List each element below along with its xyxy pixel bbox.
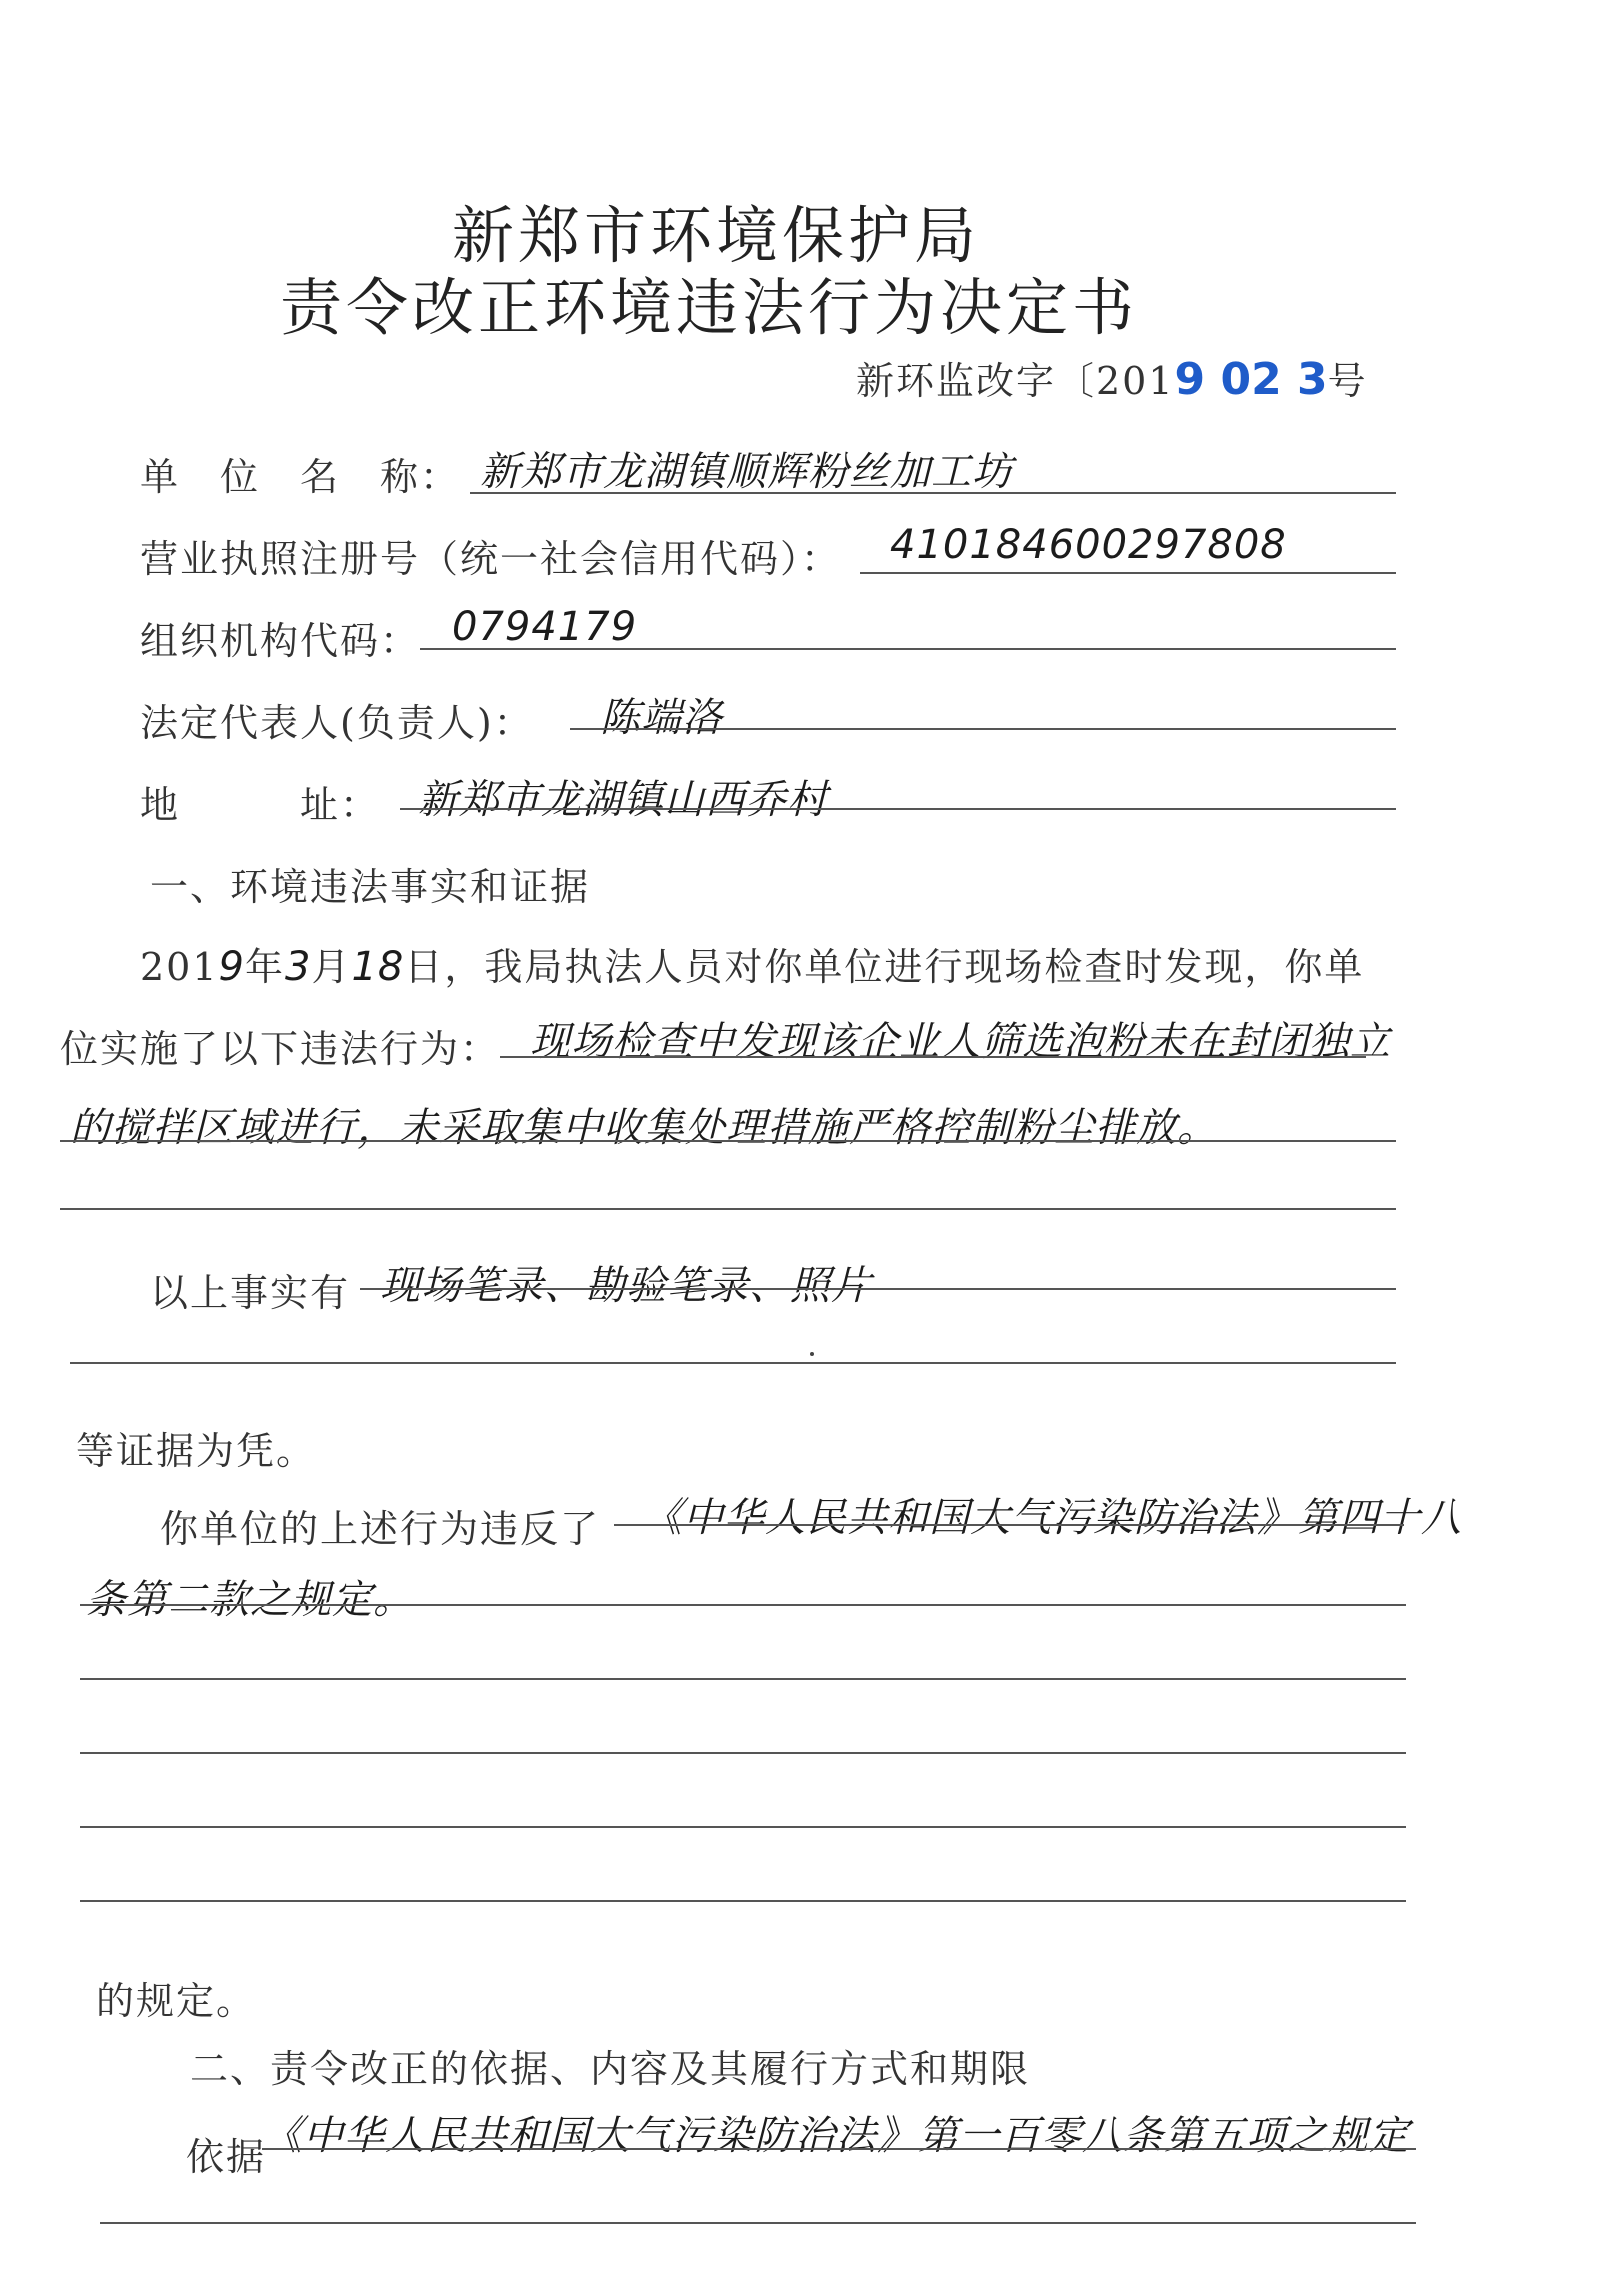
doc-number (856, 350, 1368, 405)
legal-rep-label: 法定代表人(负责人)： (140, 701, 534, 745)
law-line-1: 《中华人民共和国大气污染防治法》第四十八 (642, 1495, 1462, 1541)
inspection-date-line (140, 936, 1364, 991)
evidence-suffix: 等证据为凭。 (76, 1429, 317, 1473)
doc-number-stamp: 9 02 3 (1174, 354, 1328, 405)
law-line-2: 条第二款之规定。 (86, 1577, 414, 1623)
doc-number-prefix: 新环监改字〔201 (856, 359, 1175, 403)
unit-name-label: 单 位 名 称： (140, 455, 461, 499)
violation-underline-2 (60, 1140, 1396, 1142)
violation-line-2: 的搅拌区域进行，未采取集中收集处理措施严格控制粉尘排放。 (70, 1105, 1218, 1151)
section-1-heading: 一、环境违法事实和证据 (150, 865, 591, 909)
org-code-label: 组织机构代码： (140, 619, 421, 663)
law-suffix: 的规定。 (96, 1979, 257, 2023)
date-prefix: 201 (140, 945, 219, 989)
address-label: 地 址： (140, 783, 381, 827)
title-line-2: 责令改正环境违法行为决定书 (280, 271, 1139, 344)
law-prefix: 你单位的上述行为违反了 (160, 1507, 601, 1551)
date-day: 18 (351, 944, 405, 990)
basis-underline-1 (262, 2148, 1416, 2150)
date-year-digit: 9 (218, 944, 245, 990)
unit-name-underline (470, 492, 1396, 494)
violation-line-1: 现场检查中发现该企业人筛选泡粉未在封闭独立 (530, 1019, 1391, 1065)
basis-underline-2 (100, 2222, 1416, 2224)
title-line-1: 新郑市环境保护局 (452, 199, 981, 272)
evidence-underline-1 (360, 1288, 1396, 1290)
address-value: 新郑市龙湖镇山西乔村 (418, 777, 828, 823)
violation-underline-1 (500, 1056, 1366, 1058)
legal-rep-value: 陈端洛 (600, 695, 723, 741)
date-year-suffix: 年 (244, 945, 285, 989)
evidence-underline-2 (70, 1362, 1396, 1364)
law-underline-4 (80, 1752, 1406, 1754)
date-month: 3 (285, 944, 312, 990)
law-underline-2 (80, 1604, 1406, 1606)
license-label: 营业执照注册号（统一社会信用代码）： (140, 537, 842, 581)
evidence-value: 现场笔录、勘验笔录、照片 (380, 1263, 872, 1309)
doc-number-suffix: 号 (1327, 359, 1368, 403)
org-code-value: 0794179 (452, 604, 638, 650)
unit-name-value: 新郑市龙湖镇顺辉粉丝加工坊 (480, 449, 1013, 495)
law-underline-5 (80, 1826, 1406, 1828)
license-value: 410184600297808 (890, 522, 1287, 568)
violation-underline-3 (60, 1208, 1396, 1210)
section-2-heading: 二、责令改正的依据、内容及其履行方式和期限 (190, 2047, 1031, 2091)
law-underline-6 (80, 1900, 1406, 1902)
violation-prefix: 位实施了以下违法行为： (60, 1027, 501, 1071)
legal-rep-underline (570, 728, 1396, 730)
basis-prefix: 依据 (186, 2135, 267, 2179)
date-day-suffix: 日，我局执法人员对你单位进行现场检查时发现，你单 (404, 945, 1365, 989)
basis-value: 《中华人民共和国大气污染防治法》第一百零八条第五项之规定 (262, 2113, 1410, 2159)
evidence-prefix: 以上事实有 (150, 1271, 351, 1315)
law-underline-1 (614, 1524, 1404, 1526)
license-underline (860, 572, 1396, 574)
law-underline-3 (80, 1678, 1406, 1680)
date-month-suffix: 月 (311, 945, 352, 989)
org-code-underline (420, 648, 1396, 650)
speck (810, 1352, 814, 1356)
address-underline (400, 808, 1396, 810)
